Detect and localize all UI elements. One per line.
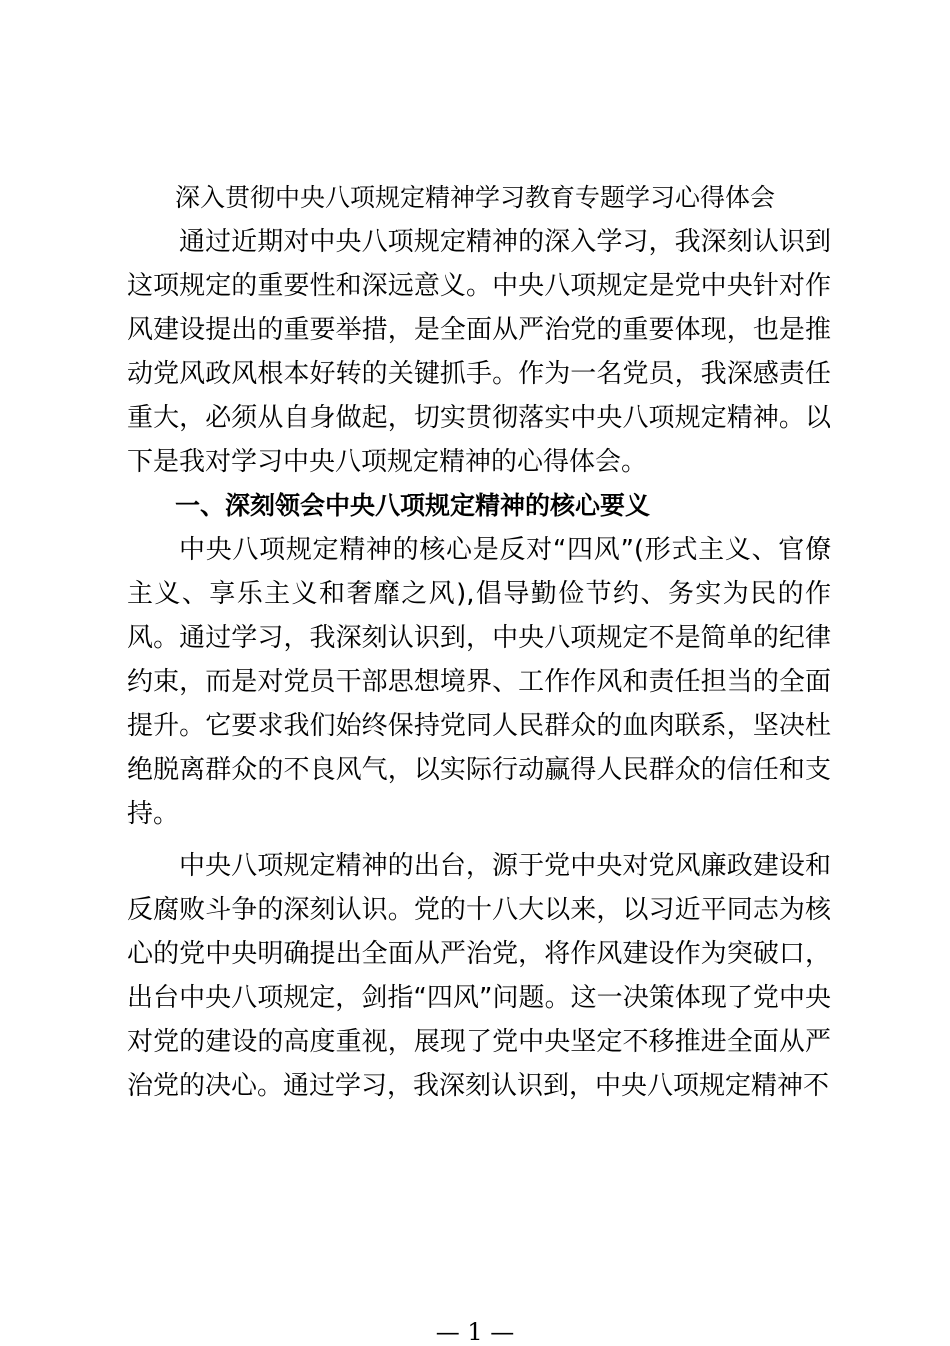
section-heading-1: 一、深刻领会中央八项规定精神的核心要义	[175, 491, 651, 520]
page-number: — 1 —	[435, 1318, 515, 1346]
document-title: 深入贯彻中央八项规定精神学习教育专题学习心得体会	[175, 183, 776, 212]
document-body	[127, 176, 831, 1108]
section-1-paragraph-1: 中央八项规定精神的核心是反对“四风”(形式主义、官僚主义、享乐主义和奢靡之风),倡导勤俭节约、务实为民的作风。通过学习，我深刻认识到，中央八项规定不是简单的纪律约束，而是对党员干部思想境界、工作作风和责任担当的全面提升。它要求我们始终保持党同人民群众的血肉联系，坚决杜绝脱离群众的不良风气，以实际行动赢得人民群众的信任和支持。	[127, 535, 831, 829]
intro-paragraph: 通过近期对中央八项规定精神的深入学习，我深刻认识到这项规定的重要性和深远意义。中央八项规定是党中央针对作风建设提出的重要举措，是全面从严治党的重要体现，也是推动党风政风根本好转的关键抓手。作为一名党员，我深感责任重大，必须从自身做起，切实贯彻落实中央八项规定精神。以下是我对学习中央八项规定精神的心得体会。	[127, 227, 831, 477]
section-1-paragraph-2: 中央八项规定精神的出台，源于党中央对党风廉政建设和反腐败斗争的深刻认识。党的十八大以来，以习近平同志为核心的党中央明确提出全面从严治党，将作风建设作为突破口，出台中央八项规定，剑指“四风”问题。这一决策体现了党中央对党的建设的高度重视，展现了党中央坚定不移推进全面从严治党的决心。通过学习，我深刻认识到，中央八项规定精神不	[127, 851, 831, 1101]
